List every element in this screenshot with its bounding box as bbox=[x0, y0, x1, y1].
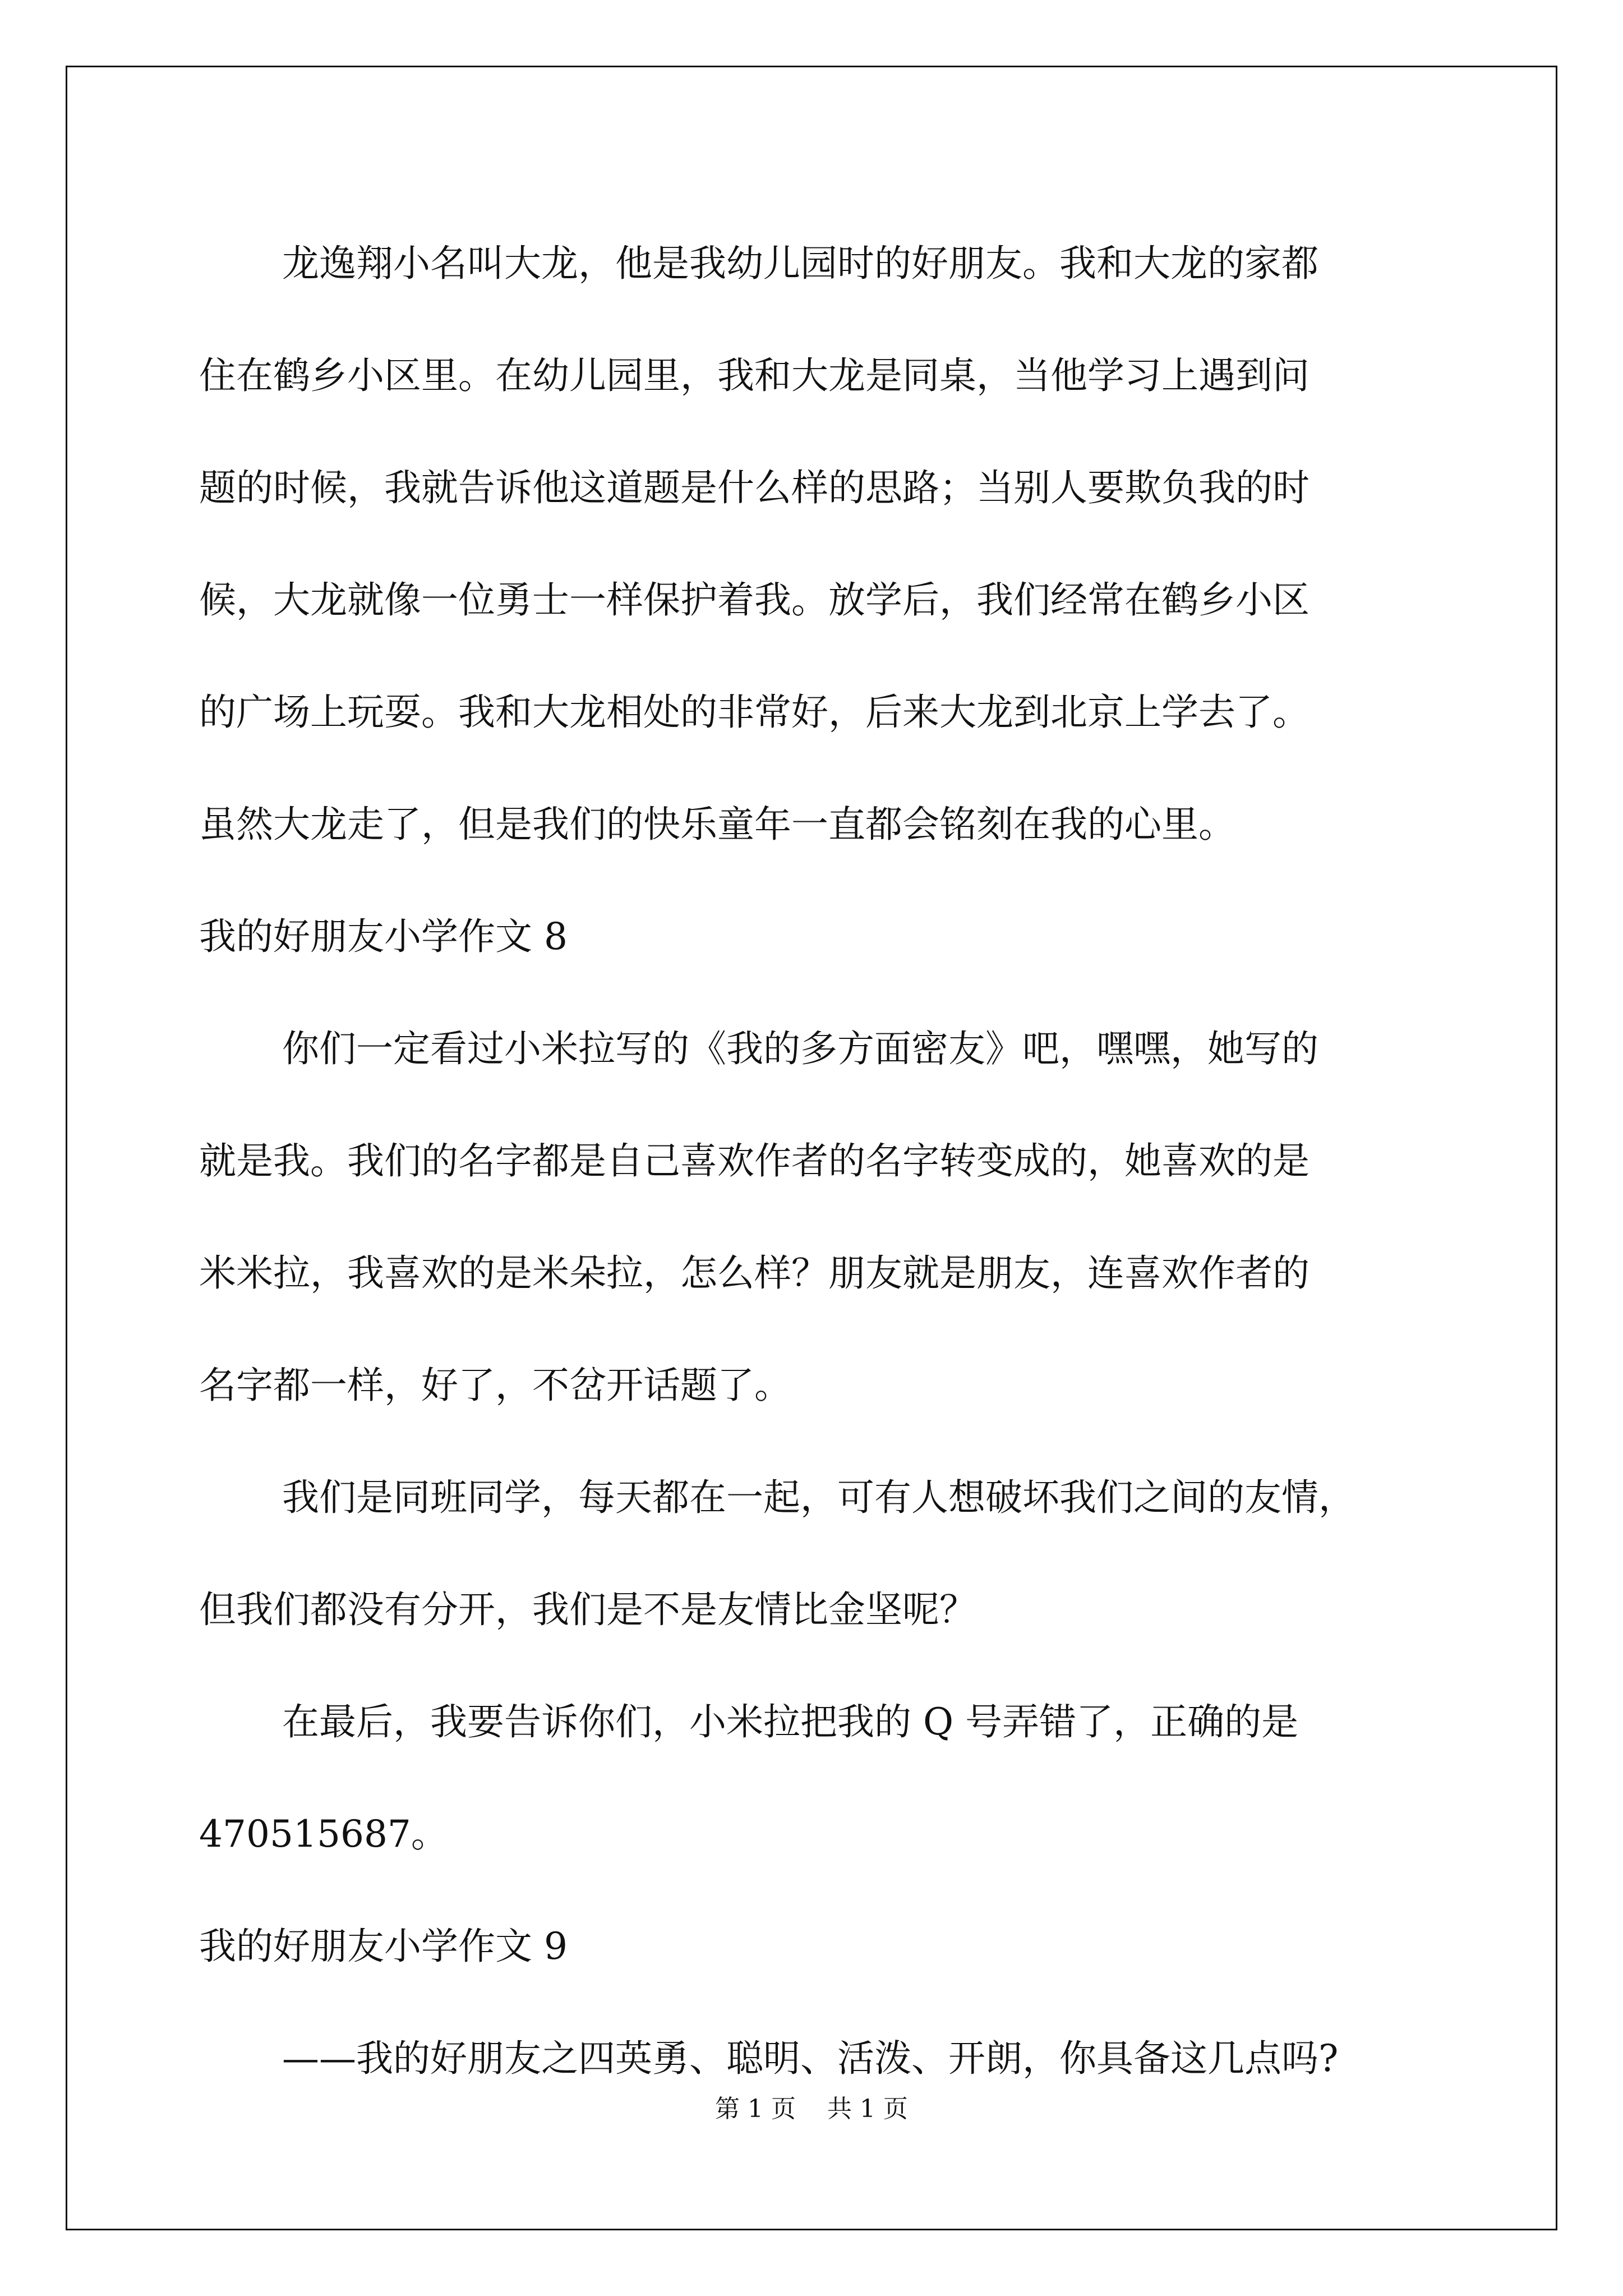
paragraph-line: 龙逸翔小名叫大龙，他是我幼儿园时的好朋友。我和大龙的家都 bbox=[282, 242, 1318, 285]
paragraph-line: 我们是同班同学，每天都在一起，可有人想破坏我们之间的友情， bbox=[282, 1476, 1355, 1519]
page-footer: 第 1 页 共 1 页 bbox=[715, 2095, 908, 2123]
paragraph-line: ——我的好朋友之四英勇、聪明、活泼、开朗，你具备这几点吗? bbox=[282, 2037, 1339, 2080]
paragraph-line: 名字都一样，好了，不岔开话题了。 bbox=[199, 1364, 791, 1407]
section-heading: 我的好朋友小学作文 9 bbox=[199, 1925, 568, 1968]
paragraph-line: 题的时候，我就告诉他这道题是什么样的思路；当别人要欺负我的时 bbox=[199, 466, 1310, 509]
paragraph-line: 米米拉，我喜欢的是米朵拉，怎么样？朋友就是朋友，连喜欢作者的 bbox=[199, 1251, 1310, 1295]
paragraph-line: 住在鹤乡小区里。在幼儿园里，我和大龙是同桌，当他学习上遇到问 bbox=[199, 354, 1310, 397]
paragraph-line: 虽然大龙走了，但是我们的快乐童年一直都会铭刻在我的心里。 bbox=[199, 803, 1235, 846]
paragraph-line: 470515687。 bbox=[199, 1812, 448, 1856]
paragraph-line: 候，大龙就像一位勇士一样保护着我。放学后，我们经常在鹤乡小区 bbox=[199, 578, 1310, 622]
paragraph-line: 的广场上玩耍。我和大龙相处的非常好，后来大龙到北京上学去了。 bbox=[199, 691, 1310, 734]
paragraph-line: 就是我。我们的名字都是自己喜欢作者的名字转变成的，她喜欢的是 bbox=[199, 1139, 1310, 1182]
paragraph-line: 你们一定看过小米拉写的《我的多方面密友》吧，嘿嘿，她写的 bbox=[282, 1027, 1318, 1070]
document-body bbox=[199, 208, 1427, 2115]
section-heading: 我的好朋友小学作文 8 bbox=[199, 915, 568, 958]
paragraph-line: 在最后，我要告诉你们，小米拉把我的 Q 号弄错了，正确的是 bbox=[282, 1700, 1299, 1743]
paragraph-line: 但我们都没有分开，我们是不是友情比金坚呢？ bbox=[199, 1588, 976, 1631]
